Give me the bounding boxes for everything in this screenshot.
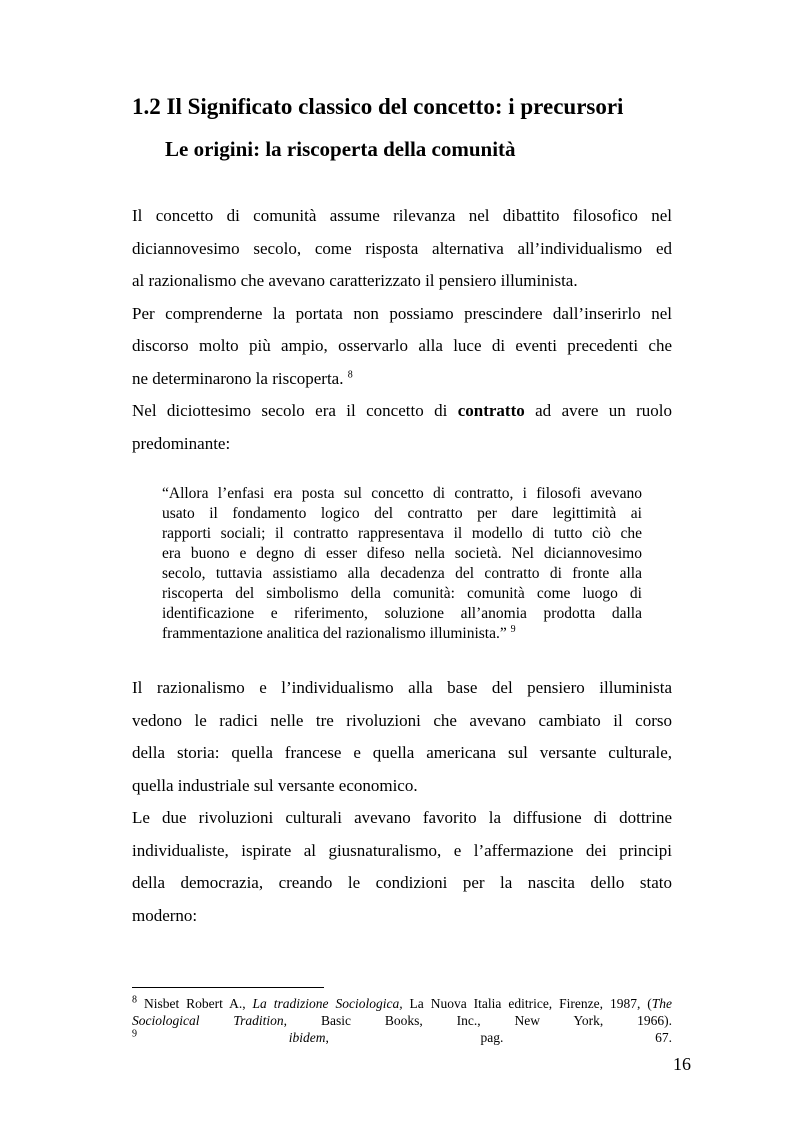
paragraph-1 bbox=[132, 200, 672, 298]
footnotes bbox=[132, 995, 672, 1046]
text-line-content: ne determinarono la riscoperta. bbox=[132, 368, 344, 388]
paragraph-5 bbox=[132, 802, 672, 932]
footnote-mark: 8 bbox=[132, 994, 137, 1006]
footnote-9 bbox=[132, 1029, 672, 1046]
text-line: della storia: quella francese e quella americana sul versante culturale, bbox=[132, 743, 672, 762]
quote-line: rapporti sociali; il contratto rappresentava il modello di tutto ciò che bbox=[162, 525, 642, 542]
text-fragment: ad avere un ruolo bbox=[535, 401, 673, 420]
footnote-mark: 9 bbox=[132, 1028, 137, 1040]
page-number: 16 bbox=[673, 1054, 691, 1074]
text-line: della democrazia, creando le condizioni per la nascita dello stato bbox=[132, 873, 672, 892]
footnote-title-en: Sociological Tradition bbox=[132, 1013, 284, 1028]
text-line: moderno: bbox=[132, 905, 198, 925]
footnote-page: , pag. 67. bbox=[325, 1030, 673, 1045]
body-text-top bbox=[132, 200, 672, 460]
quote-line: usato il fondamento logico del contratto per dare legittimità ai bbox=[162, 505, 642, 522]
text-line: vedono le radici nelle tre rivoluzioni che avevano cambiato il corso bbox=[132, 710, 672, 730]
footnote-publisher: La Nuova Italia editrice, Firenze, 1987, ( bbox=[409, 996, 652, 1011]
text-line: al razionalismo che avevano caratterizzato il pensiero illuminista. bbox=[132, 271, 578, 290]
paragraph-3 bbox=[132, 395, 672, 460]
subsection-heading: Le origini: la riscoperta della comunità bbox=[165, 137, 516, 161]
quote-line: “Allora l’enfasi era posta sul concetto di contratto, i filosofi avevano bbox=[162, 485, 642, 502]
text-line: quella industriale sul versante economico. bbox=[132, 775, 418, 795]
quote-line bbox=[162, 624, 642, 644]
footnote-author: Nisbet Robert A., bbox=[143, 996, 246, 1011]
text-line: individualiste, ispirate al giusnaturalismo, e l’affermazione dei principi bbox=[132, 840, 672, 860]
quote-line: secolo, tuttavia assistiamo alla decadenza del contratto di fronte alla bbox=[162, 565, 642, 582]
footnote-8-cont bbox=[132, 1012, 672, 1029]
block-quote bbox=[162, 484, 642, 644]
quote-line-content: frammentazione analitica del razionalismo illuminista.” bbox=[162, 625, 507, 642]
footnote-ref-8[interactable]: 8 bbox=[347, 368, 353, 380]
quote-line: era buono e degno di esser difeso nella società. Nel diciannovesimo bbox=[162, 545, 642, 562]
footnote-title-en: The bbox=[651, 996, 673, 1011]
footnote-publisher-en: , Basic Books, Inc., New York, 1966). bbox=[283, 1013, 672, 1028]
footnote-title: La tradizione Sociologica, bbox=[252, 996, 403, 1011]
text-line: predominante: bbox=[132, 433, 231, 453]
quote-line: riscoperta del simbolismo della comunità: comunità come luogo di bbox=[162, 585, 642, 602]
bold-term-contratto: contratto bbox=[457, 401, 525, 420]
text-line bbox=[132, 363, 672, 396]
text-line: Il concetto di comunità assume rilevanza nel dibattito filosofico nel bbox=[132, 206, 672, 225]
text-line: Per comprenderne la portata non possiamo prescindere dall’inserirlo nel bbox=[132, 303, 672, 323]
text-line: diciannovesimo secolo, come risposta alternativa all’individualismo ed bbox=[132, 238, 672, 258]
text-line bbox=[132, 395, 672, 428]
paragraph-4 bbox=[132, 672, 672, 802]
footnote-ref-9[interactable]: 9 bbox=[510, 623, 516, 635]
footnote-8 bbox=[132, 995, 672, 1012]
text-fragment: Nel diciottesimo secolo era il concetto di bbox=[132, 401, 448, 420]
text-line: Il razionalismo e l’individualismo alla base del pensiero illuminista bbox=[132, 678, 672, 697]
footnote-separator bbox=[132, 987, 324, 988]
text-line: Le due rivoluzioni culturali avevano favorito la diffusione di dottrine bbox=[132, 808, 672, 827]
paragraph-2 bbox=[132, 298, 672, 396]
text-line: discorso molto più ampio, osservarlo alla luce di eventi precedenti che bbox=[132, 336, 672, 355]
footnote-ibidem: ibidem bbox=[288, 1030, 326, 1045]
quote-line: identificazione e riferimento, soluzione all’anomia prodotta dalla bbox=[162, 605, 642, 622]
section-heading: 1.2 Il Significato classico del concetto: i precursori bbox=[132, 94, 624, 119]
body-text-bottom bbox=[132, 672, 672, 932]
